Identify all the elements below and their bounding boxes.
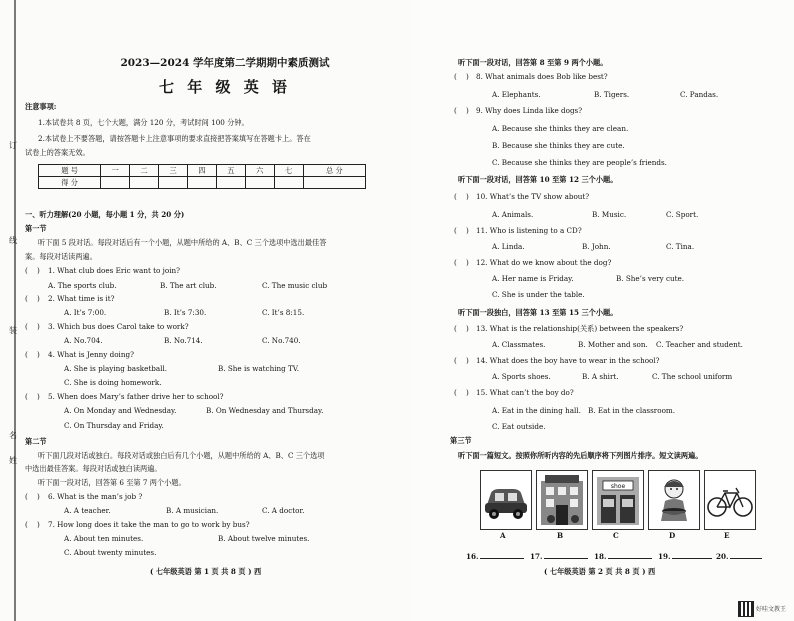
option: C. Because she thinks they are people’s friends. [492, 158, 667, 167]
option: A. Eat in the dining hall. [492, 406, 581, 415]
option: C. Eat outside. [492, 422, 546, 431]
shoe-shop-icon [593, 471, 643, 529]
answer-blank[interactable] [480, 558, 524, 559]
score-cell [216, 177, 245, 189]
answer-blank[interactable] [672, 558, 712, 559]
score-table [38, 164, 366, 189]
option: B. A shirt. [582, 372, 619, 381]
option: A. Classmates. [492, 340, 546, 349]
score-cell [101, 177, 130, 189]
subject-title: 七 年 级 英 语 [159, 78, 291, 96]
option: A. Her name is Friday. [492, 274, 574, 283]
blank-number: 16. [466, 552, 479, 561]
option: B. It’s 7:30. [164, 308, 207, 317]
option: A. Elephants. [492, 90, 541, 99]
picture-label: D [669, 531, 676, 540]
picture-bicycle [704, 470, 756, 530]
page-footer: ( 七年级英语 第 2 页 共 8 页 ) 西 [544, 567, 656, 576]
option: C. The music club [262, 281, 328, 290]
picture-shoe-shop [592, 470, 644, 530]
answer-blank[interactable] [608, 558, 652, 559]
picture-label: C [613, 531, 619, 540]
score-cell: 六 [245, 165, 274, 177]
option: C. A doctor. [262, 506, 305, 515]
part-1-instructions: 听下面 5 段对话。每段对话后有一个小题，从题中所给的 A、B、C 三个选项中选出最佳答 [38, 238, 327, 247]
option: A. Animals. [492, 210, 534, 219]
part-2-instructions-cont: 中选出最佳答案。每段对话或独白读两遍。 [25, 464, 162, 473]
note-2-cont: 试卷上的答案无效。 [25, 148, 90, 157]
option: C. No.740. [262, 336, 301, 345]
page-footer: ( 七年级英语 第 1 页 共 8 页 ) 西 [150, 567, 262, 576]
watermark: 好哇文教王 [756, 606, 787, 613]
part-1-instructions-cont: 案。每段对话读两遍。 [25, 252, 97, 261]
question-9: 9. Why does Linda like dogs? [476, 106, 583, 115]
option: B. A musician. [166, 506, 219, 515]
question-6: 6. What is the man’s job ? [48, 492, 143, 501]
question-10: 10. What’s the TV show about? [476, 192, 590, 201]
question-11: 11. Who is listening to a CD? [476, 226, 582, 235]
exam-title: 2023—2024 学年度第二学期期中素质测试 [120, 57, 330, 69]
note-1: 1.本试卷共 8 页，七个大题，满分 120 分，考试时间 100 分钟。 [38, 118, 249, 127]
score-cell [274, 177, 303, 189]
score-cell: 四 [188, 165, 217, 177]
part-2-heading: 第二节 [25, 437, 47, 446]
section-1-heading: 一、听力理解(20 小题，每小题 1 分，共 20 分) [25, 210, 185, 219]
blank-number: 20. [716, 552, 729, 561]
picture-school [536, 470, 588, 530]
score-cell: 得 分 [39, 177, 101, 189]
option: A. No.704. [64, 336, 103, 345]
school-building-icon [537, 471, 587, 529]
picture-cooking [648, 470, 700, 530]
notes-heading: 注意事项: [25, 102, 57, 111]
option: A. It’s 7:00. [64, 308, 107, 317]
option: A. On Monday and Wednesday. [64, 406, 177, 415]
question-15: 15. What can’t the boy do? [476, 388, 574, 397]
option: A. Sports shoes. [492, 372, 551, 381]
binding-line [14, 0, 16, 621]
shop-sign: shoe [610, 483, 626, 490]
question-1: 1. What club does Eric want to join? [48, 266, 180, 275]
question-13: 13. What is the relationship(关系) between the speakers? [476, 324, 684, 333]
part-1-heading: 第一节 [25, 224, 47, 233]
option: B. She is watching TV. [218, 364, 300, 373]
score-cell [188, 177, 217, 189]
blank-number: 18. [594, 552, 607, 561]
score-cell: 总 分 [303, 165, 365, 177]
option: A. About ten minutes. [64, 534, 144, 543]
question-4: 4. What is Jenny doing? [48, 350, 134, 359]
sub-instruction-2: 听下面一段对话，回答第 10 至第 12 三个小题。 [458, 175, 618, 184]
score-cell: 题 号 [39, 165, 101, 177]
gutter-mark: 线 [9, 236, 17, 245]
part-2-subinstruction: 听下面一段对话，回答第 6 至第 7 两个小题。 [38, 478, 186, 487]
note-2: 2.本试卷上不要答题，请按答题卡上注意事项的要求直接把答案填写在答题卡上。答在 [38, 134, 311, 143]
question-7: 7. How long does it take the man to go to work by bus? [48, 520, 250, 529]
answer-blank[interactable] [544, 558, 588, 559]
option: C. Teacher and student. [656, 340, 743, 349]
option: A. Linda. [492, 242, 525, 251]
option: A. A teacher. [64, 506, 111, 515]
sub-instruction-3: 听下面一段独白，回答第 13 至第 15 三个小题。 [458, 308, 618, 317]
gutter-mark: 装 [9, 326, 17, 335]
option: B. About twelve minutes. [218, 534, 310, 543]
picture-label: E [724, 531, 730, 540]
option: C. On Thursday and Friday. [64, 421, 164, 430]
sub-instruction-1: 听下面一段对话，回答第 8 至第 9 两个小题。 [458, 58, 608, 67]
option: B. She’s very cute. [616, 274, 685, 283]
bicycle-icon [705, 471, 755, 529]
question-14: 14. What does the boy have to wear in the school? [476, 356, 660, 365]
question-2: 2. What time is it? [48, 294, 115, 303]
car-icon [481, 471, 531, 529]
gutter-mark: 订 [9, 141, 17, 150]
score-cell: 七 [274, 165, 303, 177]
option: C. She is doing homework. [64, 378, 162, 387]
option: B. On Wednesday and Thursday. [206, 406, 324, 415]
qr-code-icon [738, 601, 754, 617]
option: B. Music. [592, 210, 627, 219]
score-cell [303, 177, 365, 189]
part-3-heading: 第三节 [450, 436, 472, 445]
score-value-row [39, 177, 366, 189]
blank-number: 19. [658, 552, 671, 561]
option: C. Tina. [666, 242, 695, 251]
option: C. She is under the table. [492, 290, 585, 299]
score-cell: 五 [216, 165, 245, 177]
option: B. The art club. [160, 281, 217, 290]
option: C. It’s 8:15. [262, 308, 305, 317]
blank-number: 17. [530, 552, 543, 561]
score-cell: 二 [130, 165, 159, 177]
part-2-instructions: 听下面几段对话或独白。每段对话或独白后有几个小题，从题中所给的 A、B、C 三个选项 [38, 451, 325, 460]
option: A. She is playing basketball. [64, 364, 168, 373]
question-12: 12. What do we know about the dog? [476, 258, 612, 267]
gutter-mark: 名 [9, 431, 17, 440]
page-1: 订 线 装 名 姓 2023—2024 学年度第二学期期中素质测试 七 年 级 英 语 注意事项: 1.本试卷共 8 页，七个大题，满分 120 分，考试时间 100 分钟。 2.本试卷上不要答题，请按答题卡上注意事项的要求直接把答案填写在答题卡上。答在 试卷上的答案无效。 题 号 一 二 三 四 五 六 七 总 分 得 分 一、听力理解(20 小题，每小题 1 分，共 20 分) 第一节 听下面 5 段对话。每段对话后有一个小题，从题中所给的 A、B、C 三个选项中选出最佳答 案。每段对话读两遍。 ( ) 1. What club does Eric want to join? A. The sports club. B. The art club. C. The music club ( ) 2. What time is it? A. It’s 7:00. B. It’s 7:30. C. It’s 8:15. ( ) 3. Which bus does Carol take to work? A. No.704. B. No.714. C. No.740. ( ) 4. What is Jenny doing? A. She is playing basketball. B. She is watching TV. C. She is doing homework. ( ) 5. When does Mary’s father drive her to school? A. On Monday and Wednesday. B. On Wednesday and Thursday. C. On Thursday and Friday. 第二节 听下面几段对话或独白。每段对话或独白后有几个小题，从题中所给的 A、B、C 三个选项 中选出最佳答案。每段对话或独白读两遍。 听下面一段对话，回答第 6 至第 7 两个小题。 ( ) 6. What is the man’s job ? A. A teacher. B. A musician. C. A doctor. ( ) 7. How long does it take the man to go to work by bus? A. About ten minutes. B. About twelve minutes. C. About twenty minutes. ( 七年级英语 第 1 页 共 8 页 ) 西 [0, 0, 412, 621]
score-cell [130, 177, 159, 189]
option: B. Eat in the classroom. [588, 406, 676, 415]
option: B. Mother and son. [578, 340, 648, 349]
option: C. The school uniform [652, 372, 733, 381]
question-5: 5. When does Mary’s father drive her to school? [48, 392, 224, 401]
score-cell [245, 177, 274, 189]
option: A. The sports club. [48, 281, 117, 290]
option: C. Pandas. [680, 90, 719, 99]
gutter-mark: 姓 [9, 456, 17, 465]
part-3-instructions: 听下面一篇短文。按照你所听内容的先后顺序将下列图片排序。短文读两遍。 [458, 451, 703, 460]
question-8: 8. What animals does Bob like best? [476, 72, 608, 81]
option: B. No.714. [164, 336, 203, 345]
picture-label: A [500, 531, 506, 540]
question-3: 3. Which bus does Carol take to work? [48, 322, 189, 331]
option: C. Sport. [666, 210, 699, 219]
option: C. About twenty minutes. [64, 548, 157, 557]
answer-blank[interactable] [730, 558, 762, 559]
person-cooking-icon [649, 471, 699, 529]
option: B. Because she thinks they are cute. [492, 141, 625, 150]
option: B. Tigers. [594, 90, 630, 99]
score-cell: 一 [101, 165, 130, 177]
option: B. John. [582, 242, 611, 251]
score-cell: 三 [159, 165, 188, 177]
score-cell [159, 177, 188, 189]
picture-label: B [557, 531, 564, 540]
option: A. Because she thinks they are clean. [492, 124, 629, 133]
picture-car [480, 470, 532, 530]
score-header-row [39, 165, 366, 177]
page-2: 听下面一段对话，回答第 8 至第 9 两个小题。 ( ) 8. What animals does Bob like best? A. Elephants. B. Tigers. C. Pandas. ( ) 9. Why does Linda like dogs? A. Because she thinks they are clean. B. Because she thinks they are cute. C. Because she thinks they are people’s friends. 听下面一段对话，回答第 10 至第 12 三个小题。 ( ) 10. What’s the TV show about? A. Animals. B. Music. C. Sport. ( ) 11. Who is listening to a CD? A. Linda. B. John. C. Tina. ( ) 12. What do we know about the dog? A. Her name is Friday. B. She’s very cute. C. She is under the table. 听下面一段独白，回答第 13 至第 15 三个小题。 ( ) 13. What is the relationship(关系) between the speakers? A. Classmates. B. Mother and son. C. Teacher and student. ( ) 14. What does the boy have to wear in the school? A. Sports shoes. B. A shirt. C. The school uniform ( ) 15. What can’t the boy do? A. Eat in the dining hall. B. Eat in the classroom. C. Eat outside. 第三节 听下面一篇短文。按照你所听内容的先后顺序将下列图片排序。短文读两遍。 shoe A B C D E 16. 17. 18. 19. 20. ( 七年级英语 第 2 页 共 8 页 ) 西 [412, 0, 794, 621]
